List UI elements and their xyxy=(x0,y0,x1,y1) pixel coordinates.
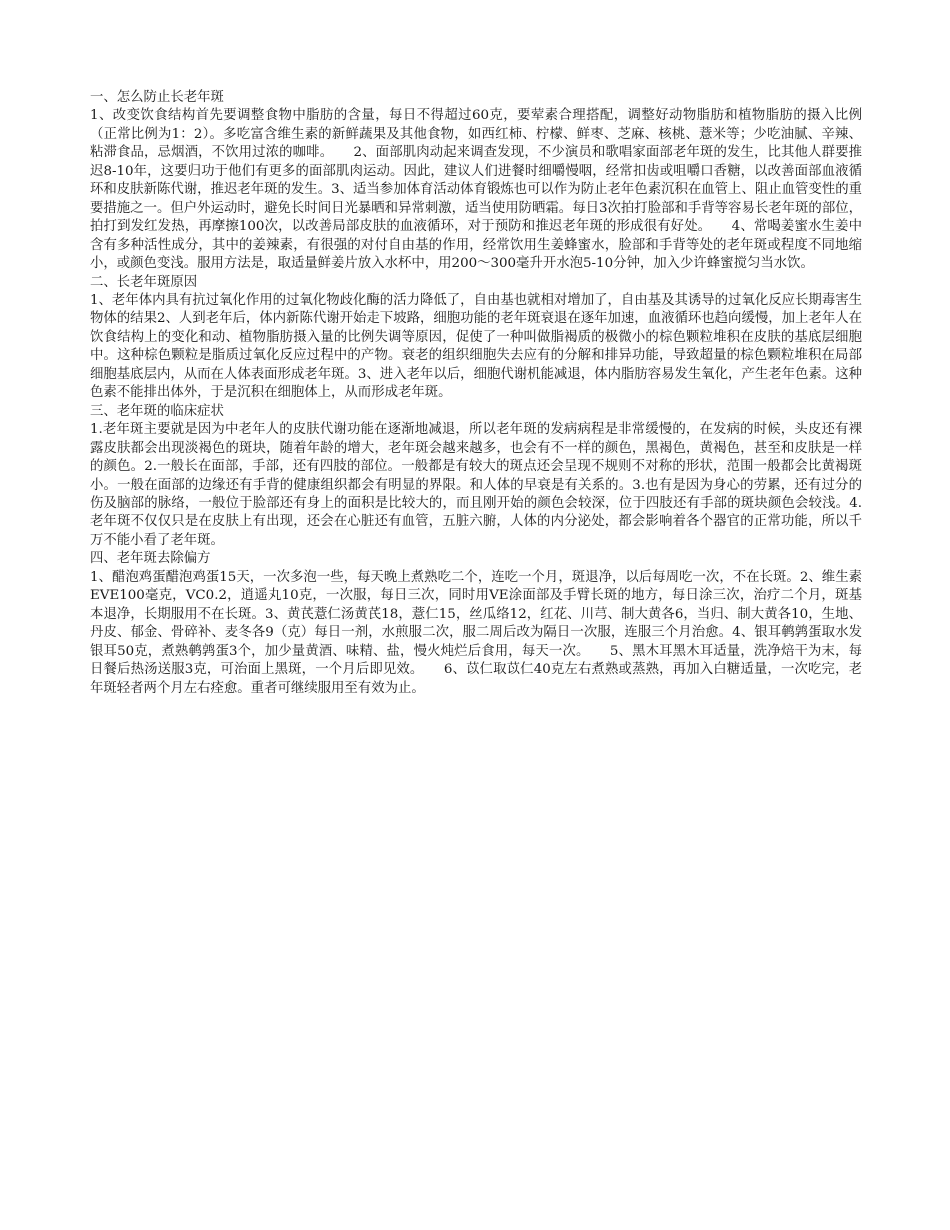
section-heading-symptoms: 三、老年斑的临床症状 xyxy=(90,403,224,419)
section-heading-causes: 二、长老年斑原因 xyxy=(90,274,198,290)
section-body-remedies: 1、醋泡鸡蛋醋泡鸡蛋15天，一次多泡一些，每天晚上煮熟吃二个，连吃一个月，斑退净，以后每周吃一次，不在长斑。2、维生素EVE100毫克，VC0.2，逍遥丸10克，一次服，每日三次，同时用VE涂面部及手臂长斑的地方，每日涂三次，治疗二个月，斑基本退净，长期服用不在长斑。3、黄芪薏仁汤黄芪18，薏仁15，丝瓜络12，红花、川芎、制大黄各6，当归、制大黄各10，生地、丹皮、郁金、骨碎补、麦冬各9（克）每日一剂，水煎服二次，服二周后改为隔日一次服，连服三个月治愈。4、银耳鹌鹑蛋取水发银耳50克，煮熟鹌鹑蛋3个，加少量黄酒、味精、盐，慢火炖烂后食用，每天一次。 5、黑木耳黑木耳适量，洗净焙干为末，每日餐后热汤送服3克，可治面上黑斑，一个月后即见效。 6、苡仁取苡仁40克左右煮熟或蒸熟，再加入白糖适量，一次吃完，老年斑轻者两个月左右痊愈。重者可继续服用至有效为止。 xyxy=(90,569,862,696)
section-body-prevention: 1、改变饮食结构首先要调整食物中脂肪的含量，每日不得超过60克，要荤素合理搭配，调整好动物脂肪和植物脂肪的摄入比例（正常比例为1：2）。多吃富含维生素的新鲜蔬果及其他食物，如西红柿、柠檬、鲜枣、芝麻、核桃、薏米等；少吃油腻、辛辣、粘滞食品，忌烟酒，不饮用过浓的咖啡。 2、面部肌肉动起来调查发现，不少演员和歌唱家面部老年斑的发生，比其他人群要推迟8-10年，这要归功于他们有更多的面部肌肉运动。因此，建议人们进餐时细嚼慢咽，经常扣齿或咀嚼口香糖，以改善面部血液循环和皮肤新陈代谢，推迟老年斑的发生。3、适当参加体育活动体育锻炼也可以作为防止老年色素沉积在血管上、阻止血管变性的重要措施之一。但户外运动时，避免长时间日光暴晒和异常刺激，适当使用防晒霜。每日3次拍打脸部和手背等容易长老年斑的部位，拍打到发红发热，再摩擦100次，以改善局部皮肤的血液循环，对于预防和推迟老年斑的形成很有好处。 4、常喝姜蜜水生姜中含有多种活性成分，其中的姜辣素，有很强的对付自由基的作用，经常饮用生姜蜂蜜水，脸部和手背等处的老年斑或程度不同地缩小，或颜色变浅。服用方法是，取适量鲜姜片放入水杯中，用200～300毫升开水泡5-10分钟，加入少许蜂蜜搅匀当水饮。 xyxy=(90,108,862,272)
section-body-symptoms: 1.老年斑主要就是因为中老年人的皮肤代谢功能在逐渐地减退，所以老年斑的发病病程是非常缓慢的，在发病的时候，头皮还有裸露皮肤都会出现淡褐色的斑块，随着年龄的增大，老年斑会越来越多，也会有不一样的颜色，黑褐色，黄褐色，甚至和皮肤是一样的颜色。2.一般长在面部，手部，还有四肢的部位。一般都是有较大的斑点还会呈现不规则不对称的形状，范围一般都会比黄褐斑小。一般在面部的边缘还有手背的健康组织都会有明显的界限。和人体的早衰是有关系的。3.也有是因为身心的劳累，还有过分的伤及脑部的脉络，一般位于脸部还有身上的面积是比较大的，而且刚开始的颜色会较深，位于四肢还有手部的斑块颜色会较浅。4.老年斑不仅仅只是在皮肤上有出现，还会在心脏还有血管，五脏六腑，人体的内分泌处，都会影响着各个器官的正常功能，所以千万不能小看了老年斑。 xyxy=(90,422,862,548)
section-body-causes: 1、老年体内具有抗过氧化作用的过氧化物歧化酶的活力降低了，自由基也就相对增加了，自由基及其诱导的过氧化反应长期毒害生物体的结果2、人到老年后，体内新陈代谢开始走下坡路，细胞功能的老年斑衰退在逐年加速，血液循环也趋向缓慢，加上老年人在饮食结构上的变化和动、植物脂肪摄入量的比例失调等原因，促使了一种叫做脂褐质的极微小的棕色颗粒堆积在皮肤的基底层细胞中。这种棕色颗粒是脂质过氧化反应过程中的产物。衰老的组织细胞失去应有的分解和排异功能，导致超量的棕色颗粒堆积在局部细胞基底层内，从而在人体表面形成老年斑。3、进入老年以后，细胞代谢机能减退，体内脂肪容易发生氧化，产生老年色素。这种色素不能排出体外，于是沉积在细胞体上，从而形成老年斑。 xyxy=(90,292,862,401)
document-page xyxy=(90,89,862,698)
section-heading-prevention: 一、怎么防止长老年斑 xyxy=(90,90,224,105)
section-heading-remedies: 四、老年斑去除偏方 xyxy=(90,551,211,567)
